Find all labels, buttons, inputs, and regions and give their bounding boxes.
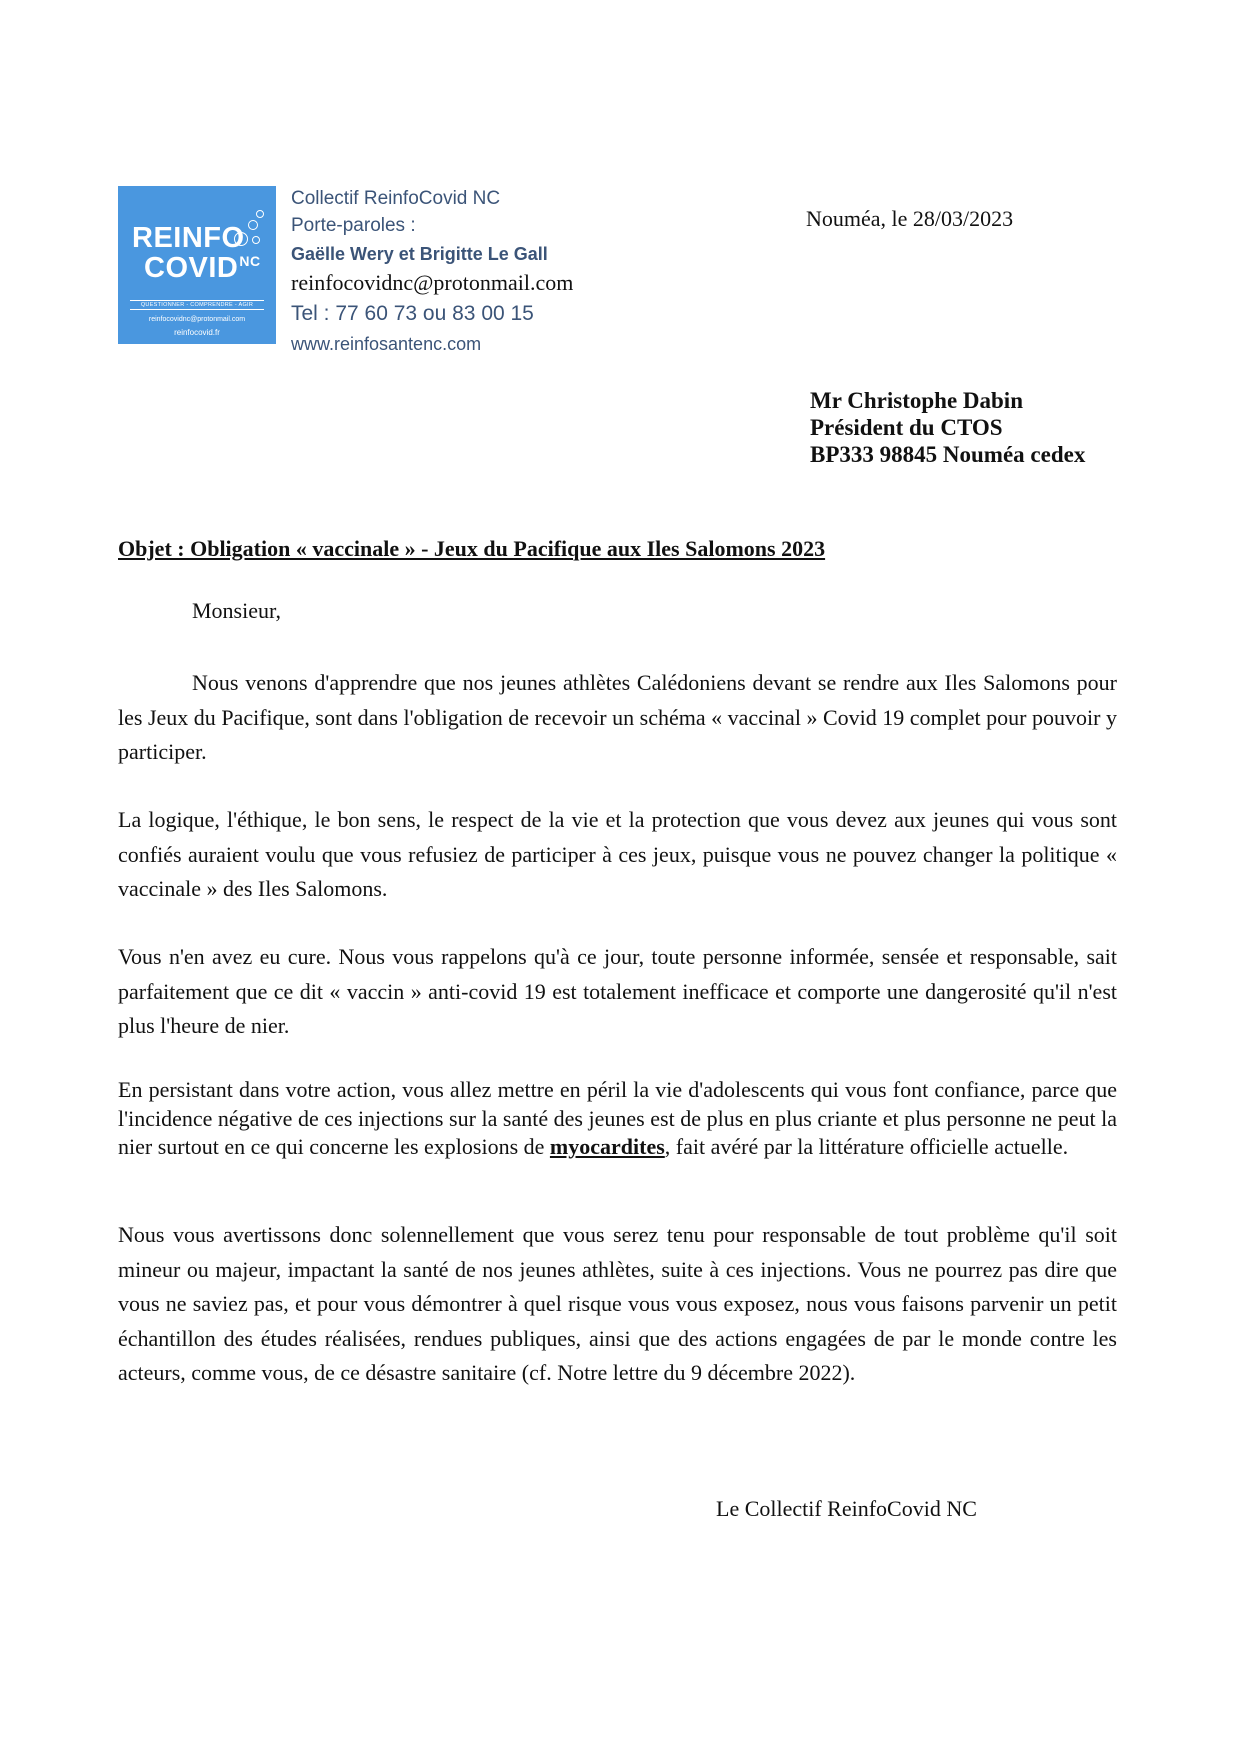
sender-spokespersons: Gaëlle Wery et Brigitte Le Gall [291, 244, 548, 264]
salutation: Monsieur, [192, 598, 281, 623]
myocarditis-emphasis: myocardites [549, 1134, 665, 1159]
sender-email: reinfocovidnc@protonmail.com [291, 270, 574, 295]
logo-email: reinfocovidnc@protonmail.com [148, 316, 246, 323]
sender-website: www.reinfosantenc.com [291, 334, 482, 354]
sender-role: Porte-paroles : [291, 215, 416, 236]
paragraph-4-end: , fait avéré par la littérature officielle actuelle. [664, 1134, 1069, 1159]
letter-subject: Objet : Obligation « vaccinale » - Jeux du Pacifique aux Iles Salomons 2023 [118, 536, 826, 561]
logo-suffix: NC [239, 253, 261, 269]
paragraph-1: Nous venons d'apprendre que nos jeunes athlètes Calédoniens devant se rendre aux Iles Salomons pour les Jeux du Pacifique, sont dans l'obligation de recevoir un schéma « vaccinal » Covid 19 complet pour pouvoir y participer. [118, 670, 1117, 764]
sender-block [291, 186, 573, 358]
recipient-block [810, 387, 1085, 468]
recipient-name: Mr Christophe Dabin [810, 388, 1023, 413]
paragraph-5: Nous vous avertissons donc solennellement que vous serez tenu pour responsable de tout problème qu'il soit mineur ou majeur, impactant la santé de nos jeunes athlètes, suite à ces injections. Vous ne pourrez pas dire que vous ne saviez pas, et pour vous démontrer à quel risque vous vous exposez, nous vous faisons parvenir un petit échantillon des études réalisées, rendues publiques, ainsi que des actions engagées de par le monde contre les acteurs, comme vous, de ce désastre sanitaire (cf. Notre lettre du 9 décembre 2022). [118, 1222, 1117, 1385]
logo-site: reinfocovid.fr [174, 328, 220, 337]
letter-date: Nouméa, le 28/03/2023 [806, 206, 1014, 231]
paragraph-4 [118, 1076, 1117, 1162]
sender-name: Collectif ReinfoCovid NC [291, 188, 501, 209]
reinfocovid-logo [118, 186, 276, 344]
signature: Le Collectif ReinfoCovid NC [716, 1496, 977, 1521]
recipient-address: BP333 98845 Nouméa cedex [810, 442, 1086, 467]
recipient-title: Président du CTOS [810, 415, 1003, 440]
logo-line2-text: COVID [144, 252, 239, 284]
logo-line2 [144, 254, 261, 283]
logo-line1: REINFO [132, 222, 245, 254]
paragraph-4-start: En persistant dans votre action, vous allez mettre en péril la vie d'adolescents qui vous font confiance, parce que l'incidence négative de ces injections sur la santé des jeunes est de plus en plus criante et plus personne ne peut la nier surtout en ce qui concerne les explosions de [118, 1077, 1117, 1159]
paragraph-3: Vous n'en avez eu cure. Nous vous rappelons qu'à ce jour, toute personne informée, sensée et responsable, sait parfaitement que ce dit « vaccin » anti-covid 19 est totalement inefficace et comporte une dangerosité qu'il n'est plus l'heure de nier. [118, 944, 1117, 1038]
paragraph-2: La logique, l'éthique, le bon sens, le respect de la vie et la protection que vous devez aux jeunes qui vous sont confiés auraient voulu que vous refusiez de participer à ces jeux, puisque vous ne pouvez changer la politique « vaccinale » des Iles Salomons. [118, 807, 1117, 901]
sender-phone: Tel : 77 60 73 ou 83 00 15 [291, 302, 534, 325]
logo-tagline: QUESTIONNER - COMPRENDRE - AGIR [130, 300, 264, 310]
